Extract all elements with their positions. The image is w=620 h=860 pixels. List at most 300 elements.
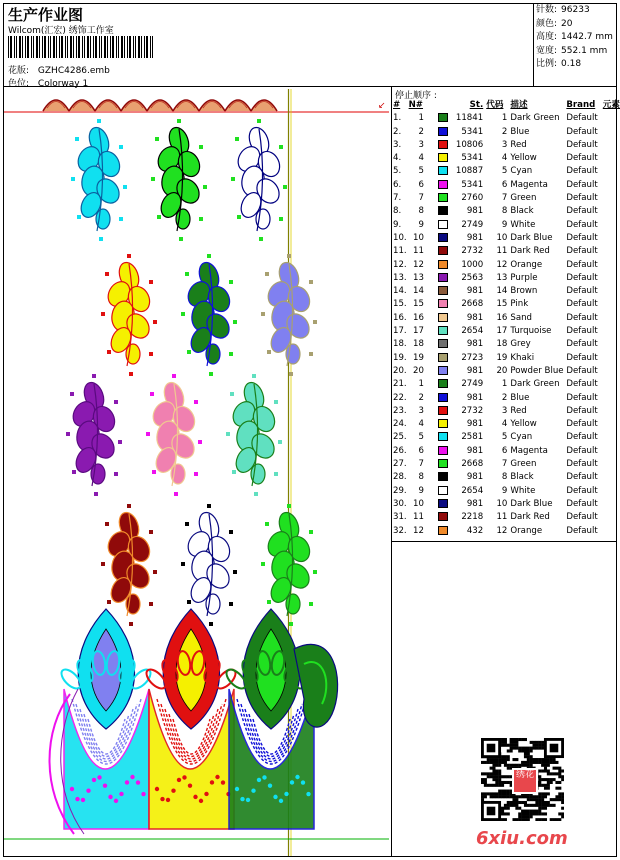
row-index: 17. <box>393 326 407 337</box>
row-description: Cyan <box>510 432 533 443</box>
row-n: 18 <box>413 339 424 350</box>
row-index: 31. <box>393 512 407 523</box>
row-code: 11 <box>496 512 508 523</box>
row-code: 12 <box>496 525 508 536</box>
floral-motif <box>226 374 282 496</box>
row-code: 9 <box>501 219 508 230</box>
color-swatch <box>438 419 448 428</box>
row-n: 5 <box>418 166 424 177</box>
row-n: 4 <box>418 153 424 164</box>
row-brand: Default <box>566 166 598 177</box>
row-n: 12 <box>413 525 424 536</box>
row-description: Blue <box>510 126 530 137</box>
color-swatch <box>438 113 448 122</box>
row-description: Yellow <box>510 419 537 430</box>
row-description: Red <box>510 139 527 150</box>
row-index: 11. <box>393 246 407 257</box>
row-stitches: 2732 <box>461 246 484 257</box>
row-code: 2 <box>501 392 508 403</box>
table-row <box>393 219 620 232</box>
col-header-code: 代码 <box>486 100 504 110</box>
row-description: Dark Green <box>510 379 560 390</box>
scalloped-top-border <box>43 100 277 111</box>
row-description: Red <box>510 405 527 416</box>
row-stitches: 981 <box>466 232 484 243</box>
row-stitches: 2581 <box>461 432 484 443</box>
table-row <box>393 378 620 391</box>
row-brand: Default <box>566 445 598 456</box>
row-code: 8 <box>501 472 508 483</box>
row-brand: Default <box>566 512 598 523</box>
row-index: 25. <box>393 432 407 443</box>
color-swatch <box>438 206 448 215</box>
header-divider <box>3 86 617 87</box>
row-index: 23. <box>393 405 407 416</box>
row-index: 27. <box>393 459 407 470</box>
row-index: 28. <box>393 472 407 483</box>
row-n: 12 <box>413 259 424 270</box>
row-description: Dark Red <box>510 246 550 257</box>
row-n: 3 <box>418 139 424 150</box>
row-stitches: 981 <box>466 445 484 456</box>
row-description: Magenta <box>510 445 548 456</box>
table-row <box>393 205 620 218</box>
table-row <box>393 112 620 125</box>
colorway-value: Colorway 1 <box>37 79 89 89</box>
row-brand: Default <box>566 153 598 164</box>
table-row <box>393 405 620 418</box>
table-row <box>393 259 620 272</box>
embroidery-design-preview <box>4 89 389 856</box>
color-swatch <box>438 140 448 149</box>
row-description: Orange <box>510 259 543 270</box>
row-code: 15 <box>496 299 508 310</box>
table-row <box>393 431 620 444</box>
row-n: 10 <box>413 232 424 243</box>
color-swatch <box>438 459 448 468</box>
floral-motif <box>66 374 122 496</box>
color-swatch <box>438 260 448 269</box>
row-index: 1. <box>393 113 402 124</box>
table-row <box>393 471 620 484</box>
legend-bottom-divider <box>391 541 617 542</box>
color-swatch <box>438 379 448 388</box>
colorway-row <box>8 76 88 89</box>
row-index: 21. <box>393 379 407 390</box>
row-description: Dark Blue <box>510 498 553 509</box>
floral-motif <box>261 504 317 626</box>
floral-motif <box>181 504 237 626</box>
row-code: 10 <box>496 498 508 509</box>
col-header-desc: 描述 <box>510 100 528 110</box>
row-stitches: 2749 <box>461 379 484 390</box>
row-n: 7 <box>418 193 424 204</box>
table-row <box>393 298 620 311</box>
color-swatch <box>438 286 448 295</box>
row-code: 12 <box>496 259 508 270</box>
row-n: 15 <box>413 299 424 310</box>
stat-stitches: 针数: 96233 <box>536 5 590 15</box>
color-swatch <box>438 472 448 481</box>
row-brand: Default <box>566 339 598 350</box>
row-brand: Default <box>566 392 598 403</box>
row-description: Powder Blue <box>510 365 564 376</box>
row-stitches: 2218 <box>461 512 484 523</box>
floral-motif <box>231 119 287 241</box>
row-stitches: 2749 <box>461 219 484 230</box>
floral-motif <box>71 119 127 241</box>
row-index: 2. <box>393 126 402 137</box>
row-n: 19 <box>413 352 424 363</box>
floral-motifs <box>66 119 317 626</box>
col-header-brand: Brand <box>566 100 596 110</box>
table-row <box>393 325 620 338</box>
row-index: 3. <box>393 139 402 150</box>
table-row <box>393 445 620 458</box>
row-brand: Default <box>566 525 598 536</box>
row-n: 13 <box>413 272 424 283</box>
stat-width: 宽度: 552.1 mm <box>536 45 608 56</box>
design-label: 花版: <box>8 66 30 76</box>
row-code: 2 <box>501 126 508 137</box>
row-description: Khaki <box>510 352 535 363</box>
row-n: 8 <box>418 206 424 217</box>
color-swatch <box>438 486 448 495</box>
row-stitches: 10887 <box>455 166 484 177</box>
row-index: 32. <box>393 525 407 536</box>
stats-divider <box>533 3 534 86</box>
row-code: 7 <box>501 193 508 204</box>
row-description: Green <box>510 459 537 470</box>
row-brand: Default <box>566 219 598 230</box>
row-index: 8. <box>393 206 402 217</box>
row-brand: Default <box>566 472 598 483</box>
row-stitches: 2668 <box>461 299 484 310</box>
legend-divider <box>391 86 392 857</box>
table-row <box>393 126 620 139</box>
row-n: 5 <box>418 432 424 443</box>
color-swatch <box>438 446 448 455</box>
design-file-name: GZHC4286.emb <box>37 66 110 76</box>
row-index: 22. <box>393 392 407 403</box>
table-row <box>393 245 620 258</box>
floral-motif <box>101 254 157 376</box>
row-stitches: 432 <box>466 525 484 536</box>
row-code: 10 <box>496 232 508 243</box>
color-rows <box>393 112 620 538</box>
row-stitches: 2654 <box>461 485 484 496</box>
row-code: 18 <box>496 339 508 350</box>
row-description: Dark Red <box>510 512 550 523</box>
table-row <box>393 392 620 405</box>
row-brand: Default <box>566 405 598 416</box>
row-stitches: 981 <box>466 286 484 297</box>
row-n: 6 <box>418 445 424 456</box>
watermark-logo: 6xiu.com <box>476 828 568 849</box>
row-n: 2 <box>418 392 424 403</box>
row-code: 19 <box>496 352 508 363</box>
col-header-element: 元素 <box>602 100 620 110</box>
color-swatch <box>438 512 448 521</box>
row-stitches: 2668 <box>461 459 484 470</box>
row-code: 6 <box>501 445 508 456</box>
design-stats <box>536 4 613 72</box>
row-brand: Default <box>566 259 598 270</box>
row-brand: Default <box>566 139 598 150</box>
colorway-label: 色位: <box>8 79 30 89</box>
table-row <box>393 192 620 205</box>
table-row <box>393 458 620 471</box>
row-n: 6 <box>418 179 424 190</box>
floral-motif <box>261 254 317 376</box>
row-stitches: 2563 <box>461 272 484 283</box>
row-brand: Default <box>566 113 598 124</box>
floral-motif <box>181 254 237 376</box>
row-n: 2 <box>418 126 424 137</box>
row-stitches: 981 <box>466 472 484 483</box>
row-index: 20. <box>393 365 407 376</box>
row-index: 30. <box>393 498 407 509</box>
row-code: 3 <box>501 139 508 150</box>
color-swatch <box>438 353 448 362</box>
qr-logo-stamp: 绣花 <box>512 768 538 794</box>
paisley-cluster <box>143 609 238 829</box>
table-row <box>393 165 620 178</box>
row-index: 18. <box>393 339 407 350</box>
color-swatch <box>438 432 448 441</box>
color-swatch <box>438 193 448 202</box>
row-stitches: 981 <box>466 392 484 403</box>
row-n: 14 <box>413 286 424 297</box>
row-description: Cyan <box>510 166 533 177</box>
row-stitches: 2732 <box>461 405 484 416</box>
row-n: 3 <box>418 405 424 416</box>
row-code: 3 <box>501 405 508 416</box>
paisley-cluster <box>223 609 318 829</box>
row-description: Dark Blue <box>510 232 553 243</box>
col-header-num: # <box>393 100 401 110</box>
row-code: 5 <box>501 432 508 443</box>
row-stitches: 981 <box>466 498 484 509</box>
row-n: 11 <box>413 246 424 257</box>
row-index: 13. <box>393 272 407 283</box>
row-n: 4 <box>418 419 424 430</box>
row-brand: Default <box>566 352 598 363</box>
row-index: 19. <box>393 352 407 363</box>
table-row <box>393 485 620 498</box>
row-index: 10. <box>393 232 407 243</box>
row-description: Orange <box>510 525 543 536</box>
row-n: 8 <box>418 472 424 483</box>
row-brand: Default <box>566 459 598 470</box>
row-description: Green <box>510 193 537 204</box>
color-swatch <box>438 313 448 322</box>
row-code: 4 <box>501 419 508 430</box>
table-row <box>393 272 620 285</box>
row-code: 1 <box>501 379 508 390</box>
row-brand: Default <box>566 246 598 257</box>
table-row <box>393 498 620 511</box>
row-brand: Default <box>566 179 598 190</box>
row-brand: Default <box>566 232 598 243</box>
row-code: 4 <box>501 153 508 164</box>
row-description: Brown <box>510 286 538 297</box>
color-swatch <box>438 299 448 308</box>
row-brand: Default <box>566 272 598 283</box>
row-n: 1 <box>418 113 424 124</box>
row-n: 9 <box>418 219 424 230</box>
color-swatch <box>438 393 448 402</box>
row-stitches: 5341 <box>461 153 484 164</box>
row-index: 9. <box>393 219 402 230</box>
row-brand: Default <box>566 286 598 297</box>
row-code: 13 <box>496 272 508 283</box>
row-stitches: 981 <box>466 365 484 376</box>
row-stitches: 2723 <box>461 352 484 363</box>
stop-sequence-heading: 停止顺序 : <box>395 91 437 101</box>
row-stitches: 981 <box>466 206 484 217</box>
barcode <box>8 36 154 58</box>
col-header-st: St. <box>469 100 484 110</box>
color-swatch <box>438 127 448 136</box>
row-brand: Default <box>566 498 598 509</box>
row-index: 6. <box>393 179 402 190</box>
row-brand: Default <box>566 419 598 430</box>
row-description: Dark Green <box>510 113 560 124</box>
row-index: 14. <box>393 286 407 297</box>
row-stitches: 981 <box>466 339 484 350</box>
row-stitches: 2760 <box>461 193 484 204</box>
row-code: 5 <box>501 166 508 177</box>
color-swatch <box>438 246 448 255</box>
table-row <box>393 511 620 524</box>
studio-name: Wilcom(汇宏) 绣饰工作室 <box>8 26 114 36</box>
row-brand: Default <box>566 126 598 137</box>
color-sequence-table <box>393 99 620 538</box>
row-brand: Default <box>566 206 598 217</box>
table-row <box>393 232 620 245</box>
row-description: White <box>510 219 536 230</box>
direction-arrow-icon: ↙ <box>378 101 386 111</box>
row-description: Magenta <box>510 179 548 190</box>
row-stitches: 981 <box>466 419 484 430</box>
row-stitches: 981 <box>466 312 484 323</box>
row-code: 8 <box>501 206 508 217</box>
table-row <box>393 285 620 298</box>
row-index: 12. <box>393 259 407 270</box>
row-n: 16 <box>413 312 424 323</box>
table-row <box>393 152 620 165</box>
design-name-row <box>8 63 110 76</box>
row-description: White <box>510 485 536 496</box>
paisley-bottom-border <box>50 609 338 834</box>
row-description: Turquoise <box>510 326 552 337</box>
stat-scale: 比例: 0.18 <box>536 59 582 69</box>
color-swatch <box>438 326 448 335</box>
row-brand: Default <box>566 379 598 390</box>
row-stitches: 5341 <box>461 179 484 190</box>
color-swatch <box>438 166 448 175</box>
row-code: 20 <box>496 365 508 376</box>
table-row <box>393 365 620 378</box>
row-n: 17 <box>413 326 424 337</box>
color-swatch <box>438 220 448 229</box>
color-swatch <box>438 273 448 282</box>
row-index: 7. <box>393 193 402 204</box>
row-description: Grey <box>510 339 531 350</box>
row-brand: Default <box>566 432 598 443</box>
row-code: 6 <box>501 179 508 190</box>
row-brand: Default <box>566 326 598 337</box>
row-n: 20 <box>413 365 424 376</box>
table-row <box>393 312 620 325</box>
row-brand: Default <box>566 365 598 376</box>
row-index: 26. <box>393 445 407 456</box>
table-row <box>393 179 620 192</box>
row-code: 9 <box>501 485 508 496</box>
stat-height: 高度: 1442.7 mm <box>536 32 613 42</box>
row-brand: Default <box>566 299 598 310</box>
color-swatch <box>438 499 448 508</box>
row-stitches: 2654 <box>461 326 484 337</box>
row-code: 16 <box>496 312 508 323</box>
row-index: 15. <box>393 299 407 310</box>
row-code: 11 <box>496 246 508 257</box>
row-code: 17 <box>496 326 508 337</box>
row-n: 7 <box>418 459 424 470</box>
row-description: Yellow <box>510 153 537 164</box>
row-index: 29. <box>393 485 407 496</box>
page-title: 生产作业图 <box>8 6 84 24</box>
row-n: 1 <box>418 379 424 390</box>
color-swatch <box>438 180 448 189</box>
floral-motif <box>146 374 202 496</box>
row-index: 5. <box>393 166 402 177</box>
floral-motif <box>151 119 207 241</box>
col-header-n: N# <box>408 100 424 110</box>
row-description: Pink <box>510 299 529 310</box>
row-code: 14 <box>496 286 508 297</box>
row-brand: Default <box>566 485 598 496</box>
table-row <box>393 352 620 365</box>
color-swatch <box>438 233 448 242</box>
row-index: 24. <box>393 419 407 430</box>
green-plume <box>294 644 338 727</box>
paisley-cluster <box>58 609 153 829</box>
row-brand: Default <box>566 312 598 323</box>
row-code: 7 <box>501 459 508 470</box>
row-stitches: 11841 <box>455 113 484 124</box>
row-description: Purple <box>510 272 538 283</box>
color-swatch <box>438 406 448 415</box>
row-n: 10 <box>413 498 424 509</box>
row-description: Sand <box>510 312 532 323</box>
table-row <box>393 338 620 351</box>
row-index: 4. <box>393 153 402 164</box>
row-index: 16. <box>393 312 407 323</box>
color-swatch <box>438 526 448 535</box>
color-swatch <box>438 153 448 162</box>
floral-motif <box>101 504 157 626</box>
table-row <box>393 525 620 538</box>
color-swatch <box>438 366 448 375</box>
stat-colors: 颜色: 20 <box>536 18 573 29</box>
row-stitches: 10806 <box>455 139 484 150</box>
table-row <box>393 418 620 431</box>
table-header <box>393 99 620 112</box>
color-swatch <box>438 339 448 348</box>
row-description: Black <box>510 206 534 217</box>
